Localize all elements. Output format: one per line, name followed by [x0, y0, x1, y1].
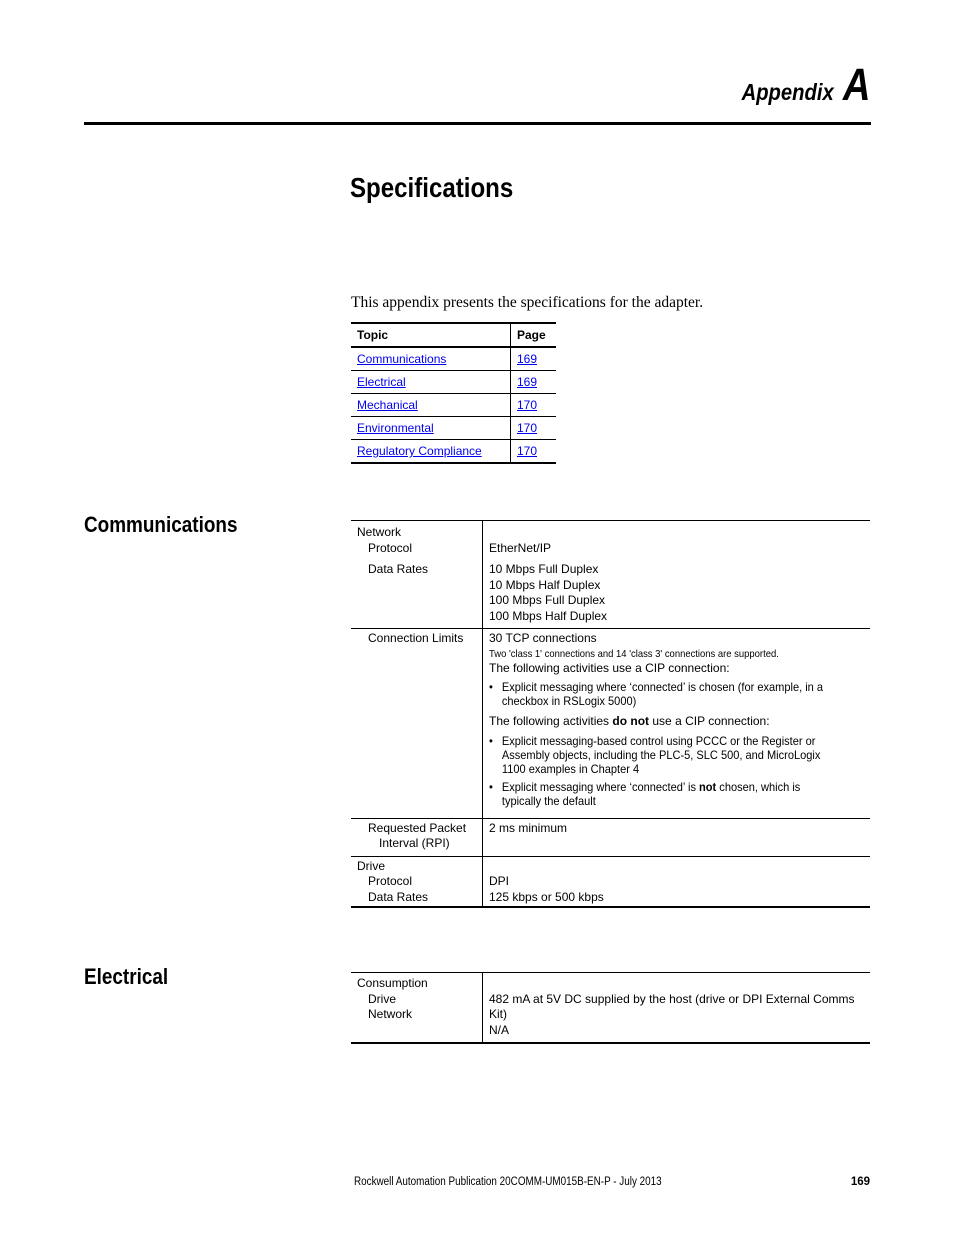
table-row	[351, 394, 556, 417]
page-link-mechanical[interactable]: 170	[517, 398, 538, 412]
topic-link-environmental[interactable]: Environmental	[357, 421, 434, 435]
cip-use-list	[489, 680, 834, 708]
intro-text: This appendix presents the specifications for the adapter.	[351, 294, 704, 311]
bullet2-post: chosen, which is typically the default	[501, 779, 801, 808]
list-item: • Explicit messaging where ‘connected’ is chosen (for example, in a checkbox in RSLogix 5000)	[489, 680, 834, 708]
cip-use-intro: The following activities use a CIP connection:	[489, 660, 730, 675]
protocol-label: Protocol	[368, 540, 413, 555]
appendix-heading	[600, 59, 870, 110]
drive-label: Drive	[357, 858, 386, 873]
list-item: • Explicit messaging-based control using PCCC or the Register or Assembly objects, including the PLC-5, SLC 500, and MicroLogix 1100 examples in Chapter 4	[489, 734, 834, 776]
table-row	[351, 973, 870, 1044]
col-page-header: Page	[511, 323, 557, 347]
connection-limits-value: 30 TCP connections	[489, 631, 597, 645]
communications-table	[351, 520, 870, 908]
col-topic-header: Topic	[351, 323, 511, 347]
cip-notuse-intro	[489, 714, 864, 730]
header-rule	[84, 122, 871, 125]
electrical-network-label: Network	[368, 1007, 413, 1021]
consumption-label: Consumption	[357, 976, 428, 990]
table-row	[351, 371, 556, 394]
bullet2-bold: not	[699, 779, 717, 794]
drive-rates-label: Data Rates	[368, 889, 429, 904]
page-link-environmental[interactable]: 170	[517, 421, 538, 435]
table-row	[351, 347, 556, 371]
data-rate-1: 10 Mbps Full Duplex	[489, 562, 599, 576]
data-rates-label: Data Rates	[368, 562, 429, 576]
electrical-drive-label: Drive	[368, 991, 397, 1006]
cip-notuse-list	[489, 734, 834, 808]
table-row	[351, 440, 556, 464]
topic-link-communications[interactable]: Communications	[357, 352, 447, 366]
table-row	[351, 818, 870, 856]
electrical-table	[351, 972, 870, 1044]
electrical-drive-value: 482 mA at 5V DC supplied by the host (drive or DPI External Comms Kit)	[489, 991, 855, 1021]
drive-protocol-label: Protocol	[368, 874, 413, 888]
page-link-communications[interactable]: 169	[517, 352, 538, 366]
table-row	[351, 856, 870, 907]
connection-note: Two 'class 1' connections and 14 'class 3' connections are supported.	[489, 647, 779, 660]
cip-notuse-post: use a CIP connection:	[649, 714, 770, 728]
connection-limits-label: Connection Limits	[368, 631, 464, 645]
data-rate-3: 100 Mbps Full Duplex	[489, 593, 606, 607]
rpi-value: 2 ms minimum	[489, 820, 568, 835]
topic-link-regulatory[interactable]: Regulatory Compliance	[357, 444, 482, 458]
cip-notuse-bold: do not	[612, 714, 650, 728]
communications-heading: Communications	[84, 512, 238, 537]
table-row	[351, 521, 870, 629]
appendix-letter: A	[842, 59, 870, 110]
table-row	[351, 629, 870, 819]
topic-table-header	[351, 323, 556, 347]
footer-publication: Rockwell Automation Publication 20COMM-UM015B-EN-P - July 2013	[354, 1176, 662, 1188]
data-rate-4: 100 Mbps Half Duplex	[489, 608, 608, 623]
page-link-electrical[interactable]: 169	[517, 375, 538, 389]
electrical-network-value: N/A	[489, 1022, 510, 1037]
rpi-label-2: Interval (RPI)	[379, 836, 450, 850]
cip-notuse-pre: The following activities	[489, 714, 613, 728]
topic-link-electrical[interactable]: Electrical	[357, 375, 406, 389]
rpi-label-1: Requested Packet	[368, 820, 467, 835]
page-link-regulatory[interactable]: 170	[517, 444, 538, 458]
electrical-heading: Electrical	[84, 964, 169, 989]
drive-protocol-value: DPI	[489, 874, 510, 888]
topic-table	[351, 322, 556, 464]
network-label: Network	[357, 525, 402, 539]
appendix-word: Appendix	[741, 79, 834, 105]
topic-link-mechanical[interactable]: Mechanical	[357, 398, 418, 412]
drive-rates-value: 125 kbps or 500 kbps	[489, 889, 604, 904]
bullet2-pre: Explicit messaging where ‘connected’ is	[501, 779, 700, 794]
protocol-value: EtherNet/IP	[489, 540, 552, 555]
page-number: 169	[850, 1176, 870, 1188]
page-title: Specifications	[350, 172, 514, 203]
table-row	[351, 417, 556, 440]
list-item	[489, 780, 834, 808]
data-rate-2: 10 Mbps Half Duplex	[489, 577, 601, 592]
